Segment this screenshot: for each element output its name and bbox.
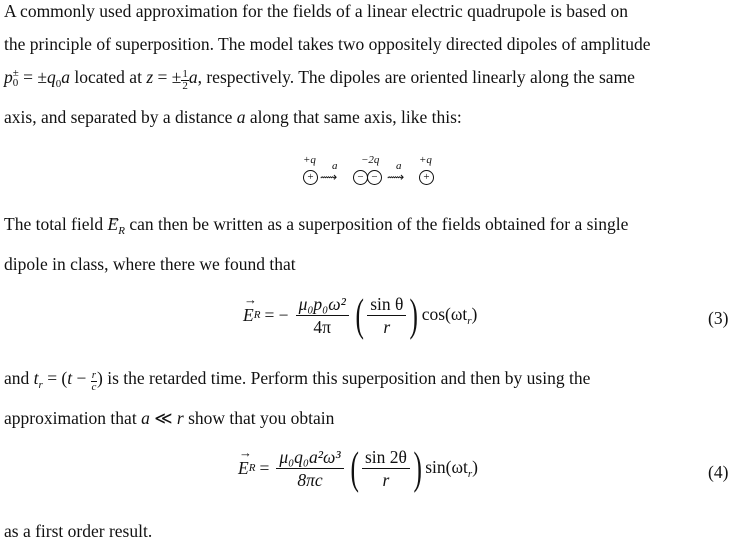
charge-plus-right: + <box>419 170 434 185</box>
retarded-line-2: approximation that a ≪ r show that you obtain <box>4 408 335 428</box>
equation-3-number: (3) <box>708 308 729 328</box>
charge-minus-2: − <box>367 170 382 185</box>
eq4-denominator: 8πc <box>297 469 323 490</box>
eq3-inner-numerator: sin θ <box>367 294 406 316</box>
equation-4: → E R = $\frac{\text{μ₀q₀a²ω³}}{8\pi c}$ ( $\frac{\sin 2\theta}{r}$ ) $\sin(\omega t_r)$ <box>238 445 478 491</box>
intro-line-1: A commonly used approximation for the fields of a linear electric quadrupole is based on <box>4 1 628 21</box>
eq3-tail: $\cos(\omega t_r)$ <box>421 303 478 327</box>
field-line-1: The total field → $E_R$ can then be written as a superposition of the fields obtained for a single <box>4 208 732 248</box>
label-plus-q-left: +q <box>303 154 316 166</box>
eq3-inner-denominator: r <box>383 316 391 337</box>
label-minus-2q: −2q <box>361 154 380 166</box>
charge-minus-1: − <box>353 170 368 185</box>
paragraph-result <box>4 515 732 548</box>
quadrupole-diagram <box>295 152 445 192</box>
result-line: as a first order result. <box>4 521 153 541</box>
paragraph-total-field <box>4 208 732 281</box>
retarded-line-1: and $t_r = (t$ − $\frac{r}{c}$ ) is the retarded time. Perform this superposition and then by using the <box>4 368 591 393</box>
eq4-tail: $\sin(\omega t_r)$ <box>425 456 478 480</box>
eq4-inner-denominator: r <box>382 469 390 490</box>
eq3-numerator: μ₀p₀ω² <box>296 294 349 316</box>
intro-line-3: p ± 0 = $\pm q_0a$ located at z = ± $\frac{1}{2}$ a, respectively. The dipoles are oriented linearly along the same <box>4 67 635 92</box>
charge-plus-left: + <box>303 170 318 185</box>
equation-3: → E R = − $\frac{\text{μ₀p₀ω²}}{4\pi}$ ( $\frac{\text{sin θ}}{r}$ ) $\cos(\omega t_r)$ <box>243 292 477 338</box>
eq4-numerator: μ₀q₀a²ω³ <box>276 447 343 469</box>
eq4-inner-numerator: sin 2θ <box>362 447 410 469</box>
paragraph-intro <box>4 0 732 134</box>
intro-line-4: axis, and separated by a distance a along that same axis, like this: <box>4 107 462 127</box>
label-a-left: a <box>332 160 338 172</box>
paragraph-retarded-time <box>4 362 732 435</box>
wavy-arrow-right-icon: ⟿ <box>387 170 405 184</box>
intro-line-2: the principle of superposition. The model takes two oppositely directed dipoles of amplitude <box>4 34 651 54</box>
field-line-2: dipole in class, where there we found that <box>4 254 296 274</box>
eq3-denominator: 4π <box>313 316 332 337</box>
equation-4-number: (4) <box>708 462 729 482</box>
wavy-arrow-left-icon: ⟿ <box>320 170 338 184</box>
label-plus-q-right: +q <box>419 154 432 166</box>
label-a-right: a <box>396 160 402 172</box>
